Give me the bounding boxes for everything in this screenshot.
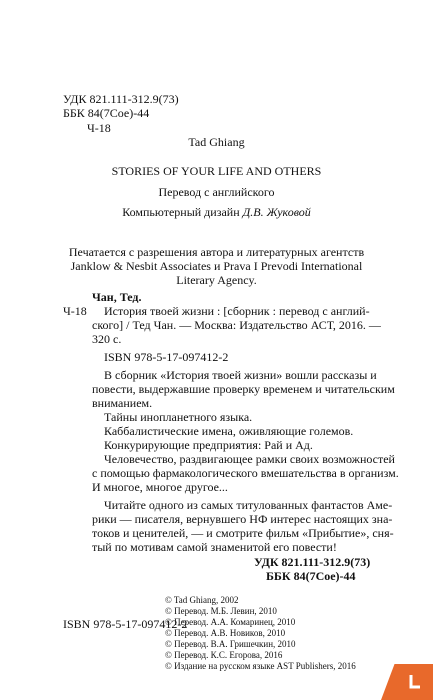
- copyright-line: © Tad Ghiang, 2002: [165, 595, 239, 605]
- annotation-line: вниманием.: [92, 396, 153, 410]
- annotation-line: В сборник «История твоей жизни» вошли рассказы и: [104, 368, 377, 382]
- annotation-line: Конкурирующие предприятия: Рай и Ад.: [104, 438, 313, 452]
- annotation-line: с помощью фармакологического вмешательства в организм.: [92, 466, 399, 480]
- design-name: Д.В. Жуковой: [242, 205, 311, 219]
- catalog-author-heading: Чан, Тед.: [92, 290, 142, 304]
- design-credit: [0, 205, 433, 219]
- copyright-line: © Издание на русском языке AST Publishers, 2016: [165, 661, 356, 671]
- bbk-bottom: ББК 84(7Сое)-44: [266, 569, 356, 583]
- translation-note: Перевод с английского: [158, 185, 275, 199]
- title-en: STORIES OF YOUR LIFE AND OTHERS: [111, 164, 322, 178]
- annotation-line: токов и ценителей, — и смотрите фильм «Прибытие», сня-: [92, 526, 394, 540]
- permission-line-2: Janklow & Nesbit Associates и Prava I Prevodi International: [70, 259, 363, 273]
- catalog-desc-line-2: ского] / Тед Чан. — Москва: Издательство АСТ, 2016. —: [92, 318, 381, 332]
- author-mark-top: Ч-18: [87, 121, 111, 135]
- labirint-logo-icon: [381, 664, 433, 700]
- bbk-top: ББК 84(7Сое)-44: [63, 106, 150, 120]
- design-prefix: Компьютерный дизайн: [122, 205, 240, 219]
- copyright-line: © Перевод. К.С. Егорова, 2016: [165, 650, 283, 660]
- permission-line-3: Literary Agency.: [176, 273, 257, 287]
- copyright-line: © Перевод. А.В. Новиков, 2010: [165, 628, 286, 638]
- copyright-line: © Перевод. А.А. Комаринец, 2010: [165, 617, 296, 627]
- catalog-code: Ч-18: [63, 304, 87, 318]
- annotation-line: Каббалистические имена, оживляющие големов.: [104, 424, 354, 438]
- annotation-line: Читайте одного из самых титулованных фантастов Аме-: [104, 498, 393, 512]
- isbn-bottom: ISBN 978-5-17-097412-2: [63, 617, 188, 631]
- udk-bottom: УДК 821.111-312.9(73): [254, 555, 371, 569]
- copyright-line: © Перевод. В.А. Гришечкин, 2010: [165, 639, 296, 649]
- catalog-isbn: ISBN 978-5-17-097412-2: [104, 350, 229, 364]
- copyright-line: © Перевод. М.Б. Левин, 2010: [165, 606, 277, 616]
- udk-top: УДК 821.111-312.9(73): [63, 92, 179, 106]
- annotation-line: И многое, многое другое...: [92, 480, 228, 494]
- permission-line-1: Печатается с разрешения автора и литературных агентств: [68, 245, 365, 259]
- annotation-line: Тайны инопланетного языка.: [104, 410, 253, 424]
- annotation-line: тый по мотивам самой знаменитой его повести!: [92, 540, 337, 554]
- annotation-line: Человечество, раздвигающее рамки своих возможностей: [104, 452, 395, 466]
- catalog-desc-line-1: История твоей жизни : [сборник : перевод с англий-: [104, 304, 370, 318]
- author-en: Tad Ghiang: [188, 135, 245, 149]
- annotation-line: повести, выдержавшие проверку временем и читательским: [92, 382, 395, 396]
- annotation-line: рики — писателя, вернувшего НФ интерес настоящих зна-: [92, 512, 393, 526]
- catalog-desc-line-3: 320 с.: [92, 332, 122, 346]
